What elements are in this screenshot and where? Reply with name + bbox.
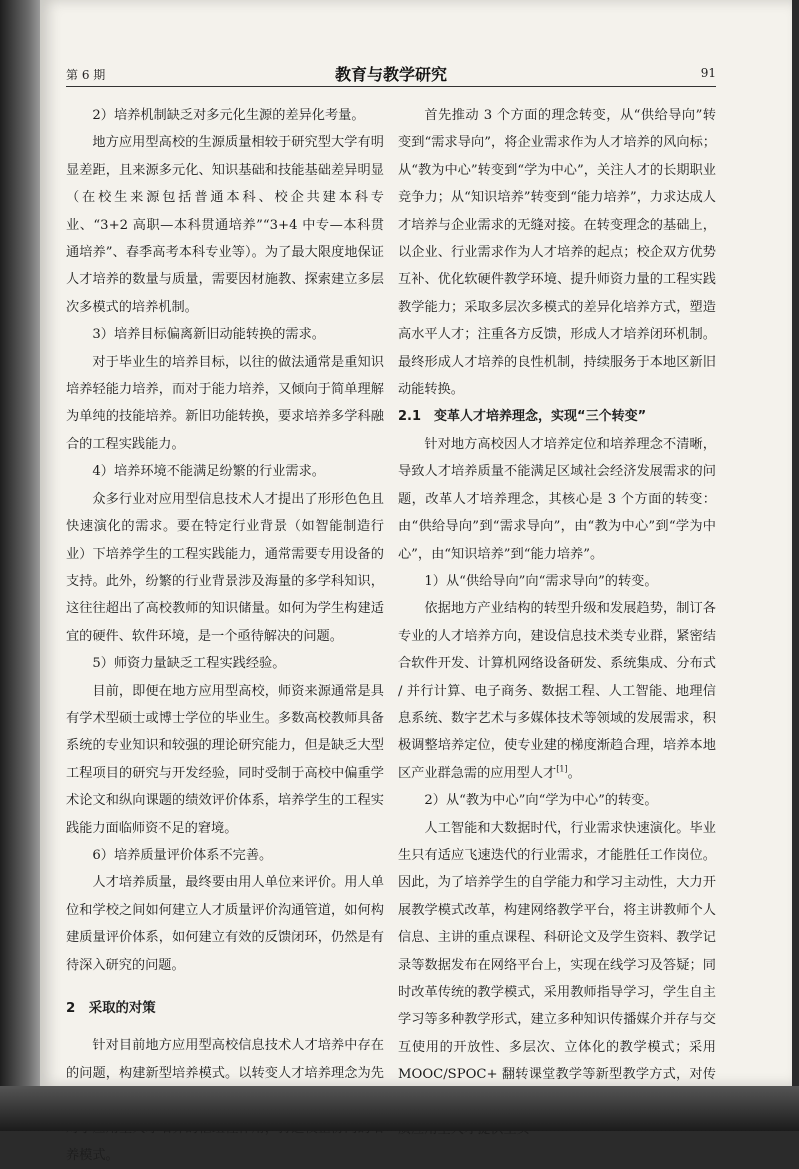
page-binding-edge <box>0 0 40 1086</box>
list-item-heading: 1）从“供给导向”向“需求导向”的转变。 <box>424 573 658 589</box>
list-item-heading: 2）培养机制缺乏对多元化生源的差异化考量。 <box>92 108 365 123</box>
list-item-heading: 4）培养环境不能满足纷繁的行业需求。 <box>92 464 325 480</box>
journal-title: 教育与教学研究 <box>334 65 447 84</box>
paragraph: 对于毕业生的培养目标，以往的做法通常是重知识培养轻能力培养，而对于能力培养，又倾向于简单理解为单纯的技能培养。新旧功能转换，要求培养多学科融合的工程实践能力。 <box>66 354 384 452</box>
citation-marker: [1] <box>556 764 568 774</box>
page-number: 91 <box>700 66 716 80</box>
section-heading: 2 采取的对策 <box>66 1001 156 1016</box>
paragraph: 针对目前地方应用型高校信息技术人才培养中存在的问题，构建新型培养模式。以转变人才培养理念为先 养模式。 <box>66 1038 384 1164</box>
list-item-heading: 2）从“教为中心”向“学为中心”的转变。 <box>424 793 658 809</box>
scanner-bottom-band <box>0 1086 799 1131</box>
paragraph: 人才培养质量，最终要由用人单位来评价。用人单位和学校之间如何建立人才质量评价沟通管道，如何构建质量评价体系，如何建立有效的反馈闭环，仍然是有待深入研究的问题。 <box>66 875 384 973</box>
right-column <box>398 102 716 1143</box>
paragraph: 依据地方产业结构的转型升级和发展趋势，制订各专业的人才培养方向，建设信息技术类专业群，紧密结合软件开发、计算机网络设备研发、系统集成、分布式 / 并行计算、电子商务、数据工程、人工智能、地理信息系统、数字艺术与多媒体技术等领域的发展需求，积极调整培养定位，使专业建的梯度渐趋合理，培养本地区产业群急需的应用型人才[1]。 <box>398 601 716 781</box>
paragraph: 目前，即便在地方应用型高校，师资来源通常是具有学术型硕士或博士学位的毕业生。多数高校教师具备系统的专业知识和较强的理论研究能力，但是缺乏大型工程项目的研究与开发经验，同时受制于高校中偏重学术论文和纵向课题的绩效评价体系，培养学生的工程实践能力面临师资不足的窘境。 <box>66 683 384 836</box>
paragraph: 针对地方高校因人才培养定位和培养理念不清晰，导致人才培养质量不能满足区域社会经济发展需求的问题，改革人才培养理念，其核心是 3 个方面的转变：由“供给导向”到“需求导向”，由“教为中心”到“学为中心”，由“知识培养”到“能力培养”。 <box>398 436 716 562</box>
paragraph: 首先推动 3 个方面的理念转变，从“供给导向”转变到“需求导向”，将企业需求作为人才培养的风向标；从“教为中心”转变到“学为中心”，关注人才的长期职业竞争力；从“知识培养”转变到“能力培养”，力求达成人才培养与企业需求的无缝对接。在转变理念的基础上，以企业、行业需求作为人才培养的起点；校企双方优势互补、优化软硬件教学环境、提升师资力量的工程实践教学能力；采取多层次多模式的差异化培养方式，塑造高水平人才；注重各方反馈，形成人才培养闭环机制。最终形成人才培养的良性机制，持续服务于本地区新旧动能转换。 <box>398 108 716 398</box>
list-item-heading: 5）师资力量缺乏工程实践经验。 <box>92 656 286 672</box>
issue-number: 第 6 期 <box>66 68 106 82</box>
left-column <box>66 102 384 1169</box>
running-header <box>66 60 716 87</box>
list-item-heading: 6）培养质量评价体系不完善。 <box>92 847 273 863</box>
paragraph: 人工智能和大数据时代，行业需求快速演化。毕业生只有适应飞速迭代的行业需求，才能胜任工作岗位。因此，为了培养学生的自学能力和学习主动性，大力开展教学模式改革，构建网络教学平台，将主讲教师个人信息、主讲的重点课程、科研论文及学生资料、教学记录等数据发布在网络平台上，实现在线学习及答疑；同时改革传统的教学模式，采用教师指导学习，学生自主学习等多种教学形式，建立多种知识传播媒介并存与交互使用的开放性、多层次、立体化的教学模式；采用 MOOC/SPOC+ 翻转课堂教学等新型教学方式，对传 <box>398 820 716 1083</box>
paragraph: 地方应用型高校的生源质量相较于研究型大学有明显差距，且来源多元化、知识基础和技能基础差异明显（在校生来源包括普通本科、校企共建本科专业、“3+2 高职—本科贯通培养”“3+4 中专—本科贯通培养”、春季高考本科专业等）。为了最大限度地保证人才培养的数量与质量，需要因材施教、探索建立多层次多模式的培养机制。 <box>66 135 384 315</box>
list-item-heading: 3）培养目标偏离新旧动能转换的需求。 <box>92 327 325 343</box>
paragraph: 众多行业对应用型信息技术人才提出了形形色色且快速演化的需求。要在特定行业背景（如智能制造行业）下培养学生的工程实践能力，通常需要专用设备的支持。此外，纷繁的行业背景涉及海量的多学科知识，这往往超出了高校教师的知识储量。如何为学生构建适宜的硬件、软件环境，是一个亟待解决的问题。 <box>66 491 384 644</box>
subsection-heading: 2.1 变革人才培养理念，实现“三个转变” <box>398 409 647 425</box>
